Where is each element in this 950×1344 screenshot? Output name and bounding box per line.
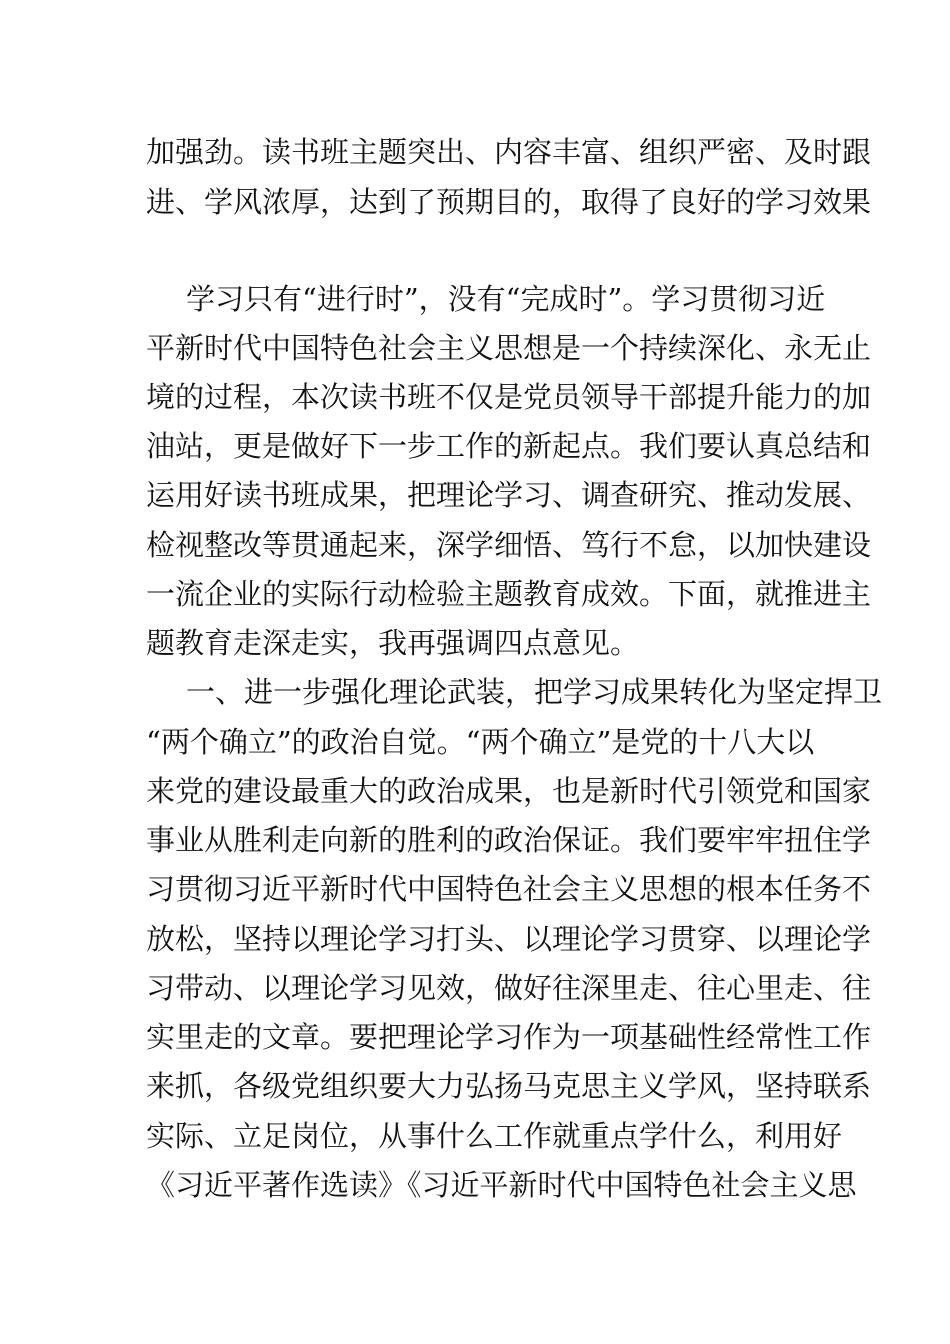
text-line: 来党的建设最重大的政治成果，也是新时代引领党和国家 [146,774,872,808]
section-heading-line: 一、进一步强化理论武装，把学习成果转化为坚定捍卫 [186,675,883,709]
text-line: 实际、立足岗位，从事什么工作就重点学什么，利用好 [146,1119,843,1153]
text-line: 运用好读书班成果，把理论学习、调查研究、推动发展、 [146,478,872,512]
text-line: 《习近平著作选读》《习近平新时代中国特色社会主义思 [146,1168,857,1202]
text-line: 事业从胜利走向新的胜利的政治保证。我们要牢牢扭住学 [146,823,872,857]
text-line: 放松，坚持以理论学习打头、以理论学习贯穿、以理论学 [146,922,872,956]
text-line: 油站，更是做好下一步工作的新起点。我们要认真总结和 [146,429,872,463]
text-line: 检视整改等贯通起来，深学细悟、笃行不怠，以加快建设 [146,528,872,562]
text-line: 平新时代中国特色社会主义思想是一个持续深化、永无止 [146,331,872,365]
text-line: 加强劲。读书班主题突出、内容丰富、组织严密、及时跟 [146,135,872,169]
paragraph-start-line: 学习只有“进行时”，没有“完成时”。学习贯彻习近 [186,282,826,316]
text-line: 实里走的文章。要把理论学习作为一项基础性经常性工作 [146,1020,872,1054]
text-line: 境的过程，本次读书班不仅是党员领导干部提升能力的加 [146,380,872,414]
text-line: 习贯彻习近平新时代中国特色社会主义思想的根本任务不 [146,872,872,906]
text-line: 一流企业的实际行动检验主题教育成效。下面，就推进主 [146,577,872,611]
text-line: 题教育走深走实，我再强调四点意见。 [146,626,640,660]
text-line: 进、学风浓厚，达到了预期目的，取得了良好的学习效果 [146,185,872,219]
text-line: “两个确立”的政治自觉。“两个确立”是党的十八大以 [146,725,815,759]
text-line: 来抓，各级党组织要大力弘扬马克思主义学风，坚持联系 [146,1069,872,1103]
text-line: 习带动、以理论学习见效，做好往深里走、往心里走、往 [146,971,872,1005]
